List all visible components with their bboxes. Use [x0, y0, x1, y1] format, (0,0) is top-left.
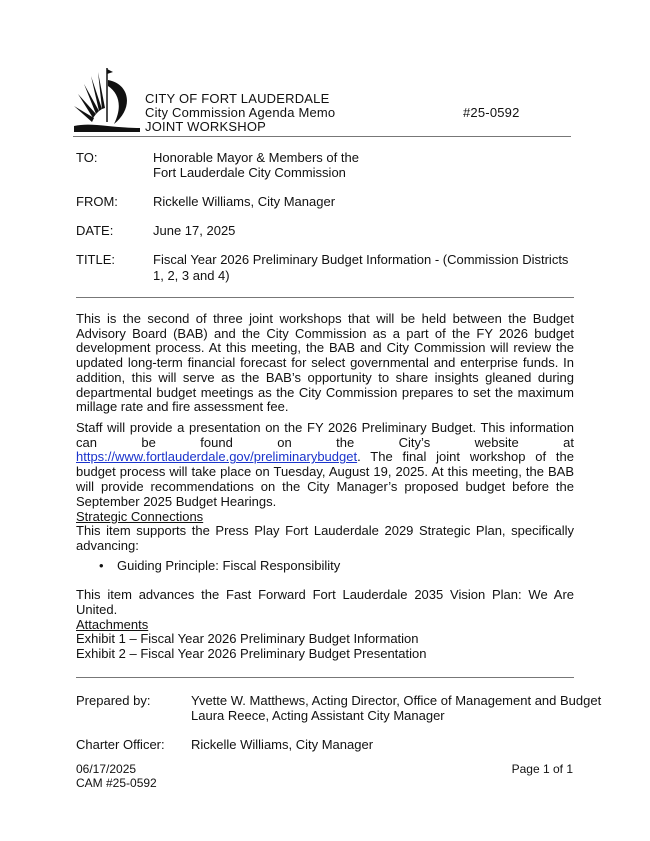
para2-text-start: Staff will provide a presentation on the FY 2026 Preliminary Budget. This information can be found on the City’s website at: [76, 420, 574, 450]
memo-number: #25-0592: [463, 105, 520, 120]
header-divider: [73, 136, 571, 137]
from-value: Rickelle Williams, City Manager: [153, 194, 336, 209]
date-value: June 17, 2025: [153, 223, 236, 238]
title-label: TITLE:: [76, 252, 116, 267]
footer-cam: CAM #25-0592: [76, 776, 157, 790]
org-name: CITY OF FORT LAUDERDALE: [145, 91, 330, 106]
vision-text: This item advances the Fast Forward Fort Lauderdale 2035 Vision Plan: We Are United.: [76, 587, 574, 617]
to-line-1: Honorable Mayor & Members of the: [153, 150, 359, 165]
strategic-bullet: [99, 558, 341, 573]
bullet-text: Guiding Principle: Fiscal Responsibility: [117, 558, 341, 573]
to-line-2: Fort Lauderdale City Commission: [153, 165, 346, 180]
charter-value: Rickelle Williams, City Manager: [191, 737, 374, 752]
bullet-icon: •: [99, 558, 104, 573]
title-value: Fiscal Year 2026 Preliminary Budget Information - (Commission Districts 1, 2, 3 and 4): [153, 252, 569, 283]
attachments-heading: Attachments: [76, 617, 149, 632]
para2-text-end: . The final joint workshop of the budget process will take place on Tuesday, August 19, 2025. At this meeting, the BAB will provide recommendations on the City Manager’s proposed budget before the September 2025 Budget Hearings.: [76, 449, 574, 509]
footer-date: 06/17/2025: [76, 762, 137, 776]
strategic-text: This item supports the Press Play Fort Lauderdale 2029 Strategic Plan, specifically advancing:: [76, 523, 574, 553]
footer-divider: [76, 677, 574, 678]
strategic-heading: Strategic Connections: [76, 509, 204, 524]
from-label: FROM:: [76, 194, 118, 209]
presentation-paragraph: [76, 421, 574, 509]
city-logo: [72, 66, 142, 136]
preliminary-budget-link[interactable]: https://www.fortlauderdale.gov/preliminarybudget: [76, 449, 358, 465]
to-label: TO:: [76, 150, 98, 165]
date-label: DATE:: [76, 223, 114, 238]
title-divider: [76, 297, 574, 298]
prepared-label: Prepared by:: [76, 693, 151, 708]
charter-label: Charter Officer:: [76, 737, 165, 752]
intro-paragraph: This is the second of three joint workshops that will be held between the Budget Advisory Board (BAB) and the City Commission as a part of the FY 2026 budget development process. At this meeting, the BAB and City Commission will review the updated long-term financial forecast for select governmental and enterprise funds. In addition, this will serve as the BAB’s opportunity to share insights gleaned during departmental budget meetings as the City Commission prepares to set the maximum millage rate and fire assessment fee.: [76, 311, 574, 415]
prepared-by-1: Yvette W. Matthews, Acting Director, Office of Management and Budget: [191, 693, 602, 708]
prepared-by-2: Laura Reece, Acting Assistant City Manager: [191, 708, 445, 723]
meeting-type: JOINT WORKSHOP: [145, 119, 267, 134]
attachment-item: Exhibit 2 – Fiscal Year 2026 Preliminary Budget Presentation: [76, 646, 427, 661]
attachment-item: Exhibit 1 – Fiscal Year 2026 Preliminary Budget Information: [76, 631, 419, 646]
doc-type: City Commission Agenda Memo: [145, 105, 336, 120]
page-number: Page 1 of 1: [511, 762, 573, 776]
